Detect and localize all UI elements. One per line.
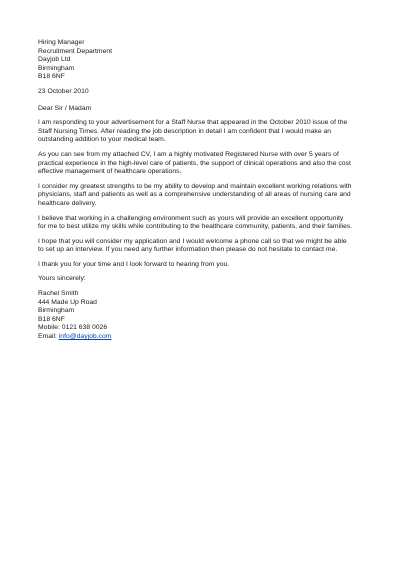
sender-signature-block — [38, 290, 372, 342]
paragraph-line: practical experience in the high-level care of patients, the support of clinical operations and also the cost — [38, 159, 351, 167]
paragraph-line: I thank you for your time and I look forward to hearing from you. — [38, 260, 230, 268]
paragraph-line: I hope that you will consider my application and I would welcome a phone call so that we might be able — [38, 237, 347, 245]
paragraph-line: I am responding to your advertisement for a Staff Nurse that appeared in the October 2010 issue of the — [38, 119, 348, 127]
paragraph-line: I believe that working in a challenging environment such as yours will provide an excellent opportunity — [38, 214, 344, 222]
recipient-line: Dayjob Ltd — [38, 56, 71, 64]
paragraph-opportunity — [38, 215, 372, 232]
paragraph-experience — [38, 151, 372, 177]
sender-email-label: Email: — [38, 333, 59, 341]
recipient-address — [38, 39, 372, 82]
sender-mobile: Mobile: 0121 638 0026 — [38, 324, 108, 332]
paragraph-line: for me to best utilize my skills while contributing to the healthcare community, patients, and their families. — [38, 223, 353, 231]
recipient-line: B18 6NF — [38, 73, 65, 81]
paragraph-line: to set up an interview. If you need any further information then please do not hesitate to contact me. — [38, 246, 338, 254]
recipient-line: Recruitment Department — [38, 47, 113, 55]
paragraph-line: As you can see from my attached CV, I am a highly motivated Registered Nurse with over 5 years of — [38, 150, 339, 158]
paragraph-line: healthcare delivery. — [38, 199, 97, 207]
paragraph-thanks — [38, 261, 372, 270]
sender-address-line: 444 Made Up Road — [38, 298, 97, 306]
letter-body — [38, 39, 372, 342]
recipient-line: Birmingham — [38, 64, 75, 72]
email-link[interactable]: info@dayjob.com — [58, 333, 112, 341]
paragraph-strengths — [38, 183, 372, 209]
paragraph-interview — [38, 238, 372, 255]
sender-address-line: Birmingham — [38, 307, 75, 315]
paragraph-line: effective management of healthcare operations. — [38, 168, 182, 176]
paragraph-line: outstanding addition to your medical team. — [38, 136, 166, 144]
sender-name: Rachel Smith — [38, 290, 79, 298]
closing: Yours sincerely: — [38, 275, 86, 283]
letter-date: 23 October 2010 — [38, 87, 89, 95]
paragraph-intro — [38, 119, 372, 145]
salutation: Dear Sir / Madam — [38, 104, 92, 112]
paragraph-line: Staff Nursing Times. After reading the job description in detail I am confident that I would make an — [38, 127, 332, 135]
paragraph-line: physicians, staff and patients as well as a comprehensive understanding of all areas of nursing care and — [38, 191, 351, 199]
sender-email-row — [38, 333, 372, 342]
recipient-line: Hiring Manager — [38, 39, 85, 46]
paragraph-line: I consider my greatest strengths to be my ability to develop and maintain excellent working relations with — [38, 182, 352, 190]
sender-address-line: B18 6NF — [38, 315, 65, 323]
